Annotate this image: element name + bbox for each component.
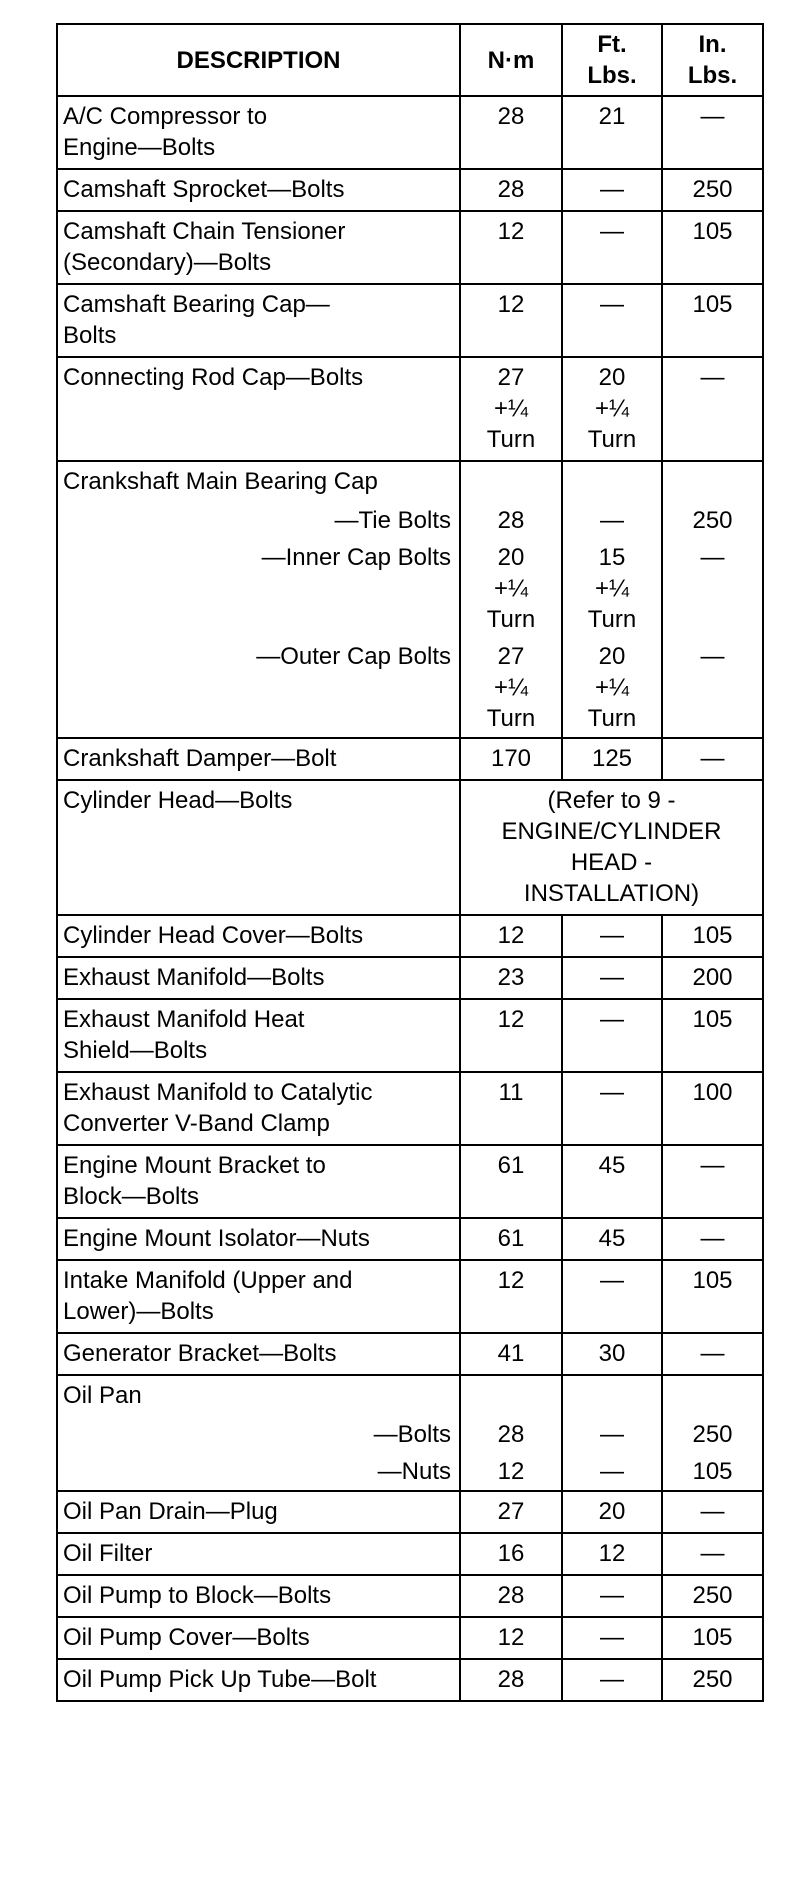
table-row — [57, 1218, 763, 1260]
ft-lbs-cell: — — [562, 1260, 662, 1333]
ft-lbs-cell: 15 +¼ Turn — [562, 539, 662, 638]
description-cell: Crankshaft Damper—Bolt — [57, 738, 460, 780]
ft-lbs-cell: — — [562, 999, 662, 1072]
ft-lbs-cell: — — [562, 1416, 662, 1453]
description-cell: Camshaft Bearing Cap— Bolts — [57, 284, 460, 357]
description-cell: Cylinder Head—Bolts — [57, 780, 460, 915]
ft-lbs-cell: — — [562, 169, 662, 211]
refer-note-cell: (Refer to 9 - ENGINE/CYLINDER HEAD - INSTALLATION) — [460, 780, 763, 915]
in-lbs-cell — [662, 1375, 763, 1416]
ft-lbs-cell: — — [562, 1659, 662, 1701]
nm-cell: 12 — [460, 284, 562, 357]
table-row — [57, 1659, 763, 1701]
nm-cell: 61 — [460, 1218, 562, 1260]
in-lbs-cell — [662, 461, 763, 502]
table-row — [57, 284, 763, 357]
description-cell: Intake Manifold (Upper and Lower)—Bolts — [57, 1260, 460, 1333]
description-cell: Engine Mount Isolator—Nuts — [57, 1218, 460, 1260]
ft-lbs-cell: — — [562, 957, 662, 999]
ft-lbs-cell — [562, 461, 662, 502]
table-subrow — [57, 638, 763, 738]
in-lbs-cell: — — [662, 1533, 763, 1575]
ft-lbs-cell: 12 — [562, 1533, 662, 1575]
nm-cell — [460, 1375, 562, 1416]
description-cell: Oil Filter — [57, 1533, 460, 1575]
description-cell: Oil Pump to Block—Bolts — [57, 1575, 460, 1617]
nm-cell: 27 +¼ Turn — [460, 638, 562, 738]
nm-cell: 28 — [460, 1416, 562, 1453]
nm-cell: 12 — [460, 915, 562, 957]
ft-lbs-cell: 21 — [562, 96, 662, 169]
nm-cell: 28 — [460, 96, 562, 169]
description-cell: Engine Mount Bracket to Block—Bolts — [57, 1145, 460, 1218]
ft-lbs-cell: — — [562, 502, 662, 539]
in-lbs-cell: 250 — [662, 169, 763, 211]
ft-lbs-cell: 20 — [562, 1491, 662, 1533]
nm-cell: 16 — [460, 1533, 562, 1575]
in-lbs-cell: — — [662, 1491, 763, 1533]
in-lbs-cell: 105 — [662, 284, 763, 357]
nm-cell: 11 — [460, 1072, 562, 1145]
table-subrow — [57, 502, 763, 539]
table-subrow — [57, 1453, 763, 1491]
nm-cell: 27 +¼ Turn — [460, 357, 562, 461]
header-row — [57, 24, 763, 96]
ft-lbs-cell: — — [562, 1575, 662, 1617]
table-row — [57, 999, 763, 1072]
description-cell: Oil Pump Pick Up Tube—Bolt — [57, 1659, 460, 1701]
description-cell: Crankshaft Main Bearing Cap — [57, 461, 460, 502]
in-lbs-cell: 100 — [662, 1072, 763, 1145]
table-subrow — [57, 1416, 763, 1453]
table-row — [57, 1617, 763, 1659]
description-cell: —Nuts — [57, 1453, 460, 1491]
table-row — [57, 780, 763, 915]
table-row — [57, 1072, 763, 1145]
nm-cell: 28 — [460, 169, 562, 211]
table-row — [57, 1260, 763, 1333]
description-cell: —Outer Cap Bolts — [57, 638, 460, 738]
description-cell: —Inner Cap Bolts — [57, 539, 460, 638]
table-row — [57, 1491, 763, 1533]
table-row — [57, 357, 763, 461]
table-row — [57, 1375, 763, 1416]
in-lbs-cell: — — [662, 1333, 763, 1375]
header-nm: N·m — [460, 24, 562, 96]
description-cell: Cylinder Head Cover—Bolts — [57, 915, 460, 957]
table-row — [57, 96, 763, 169]
in-lbs-cell: — — [662, 357, 763, 461]
table-row — [57, 957, 763, 999]
ft-lbs-cell: — — [562, 915, 662, 957]
nm-cell — [460, 461, 562, 502]
in-lbs-cell: 105 — [662, 1260, 763, 1333]
ft-lbs-cell: 30 — [562, 1333, 662, 1375]
description-cell: Exhaust Manifold to Catalytic Converter V-Band Clamp — [57, 1072, 460, 1145]
table-row — [57, 1145, 763, 1218]
ft-lbs-cell: — — [562, 1453, 662, 1491]
table-row — [57, 1333, 763, 1375]
table-row — [57, 1533, 763, 1575]
description-cell: —Bolts — [57, 1416, 460, 1453]
in-lbs-cell: 105 — [662, 1617, 763, 1659]
table-row — [57, 169, 763, 211]
table-row — [57, 461, 763, 502]
nm-cell: 41 — [460, 1333, 562, 1375]
ft-lbs-cell: 45 — [562, 1145, 662, 1218]
ft-lbs-cell: — — [562, 211, 662, 284]
description-cell: Connecting Rod Cap—Bolts — [57, 357, 460, 461]
in-lbs-cell: 105 — [662, 211, 763, 284]
nm-cell: 12 — [460, 1453, 562, 1491]
header-ft-lbs: Ft. Lbs. — [562, 24, 662, 96]
in-lbs-cell: 105 — [662, 915, 763, 957]
description-cell: Oil Pan — [57, 1375, 460, 1416]
description-cell: Camshaft Sprocket—Bolts — [57, 169, 460, 211]
nm-cell: 12 — [460, 999, 562, 1072]
description-cell: Oil Pump Cover—Bolts — [57, 1617, 460, 1659]
in-lbs-cell: 250 — [662, 502, 763, 539]
nm-cell: 12 — [460, 1260, 562, 1333]
nm-cell: 20 +¼ Turn — [460, 539, 562, 638]
in-lbs-cell: 250 — [662, 1416, 763, 1453]
ft-lbs-cell — [562, 1375, 662, 1416]
torque-specifications-table — [56, 23, 764, 1702]
ft-lbs-cell: 45 — [562, 1218, 662, 1260]
nm-cell: 12 — [460, 1617, 562, 1659]
nm-cell: 170 — [460, 738, 562, 780]
table-subrow — [57, 539, 763, 638]
nm-cell: 28 — [460, 1575, 562, 1617]
in-lbs-cell: — — [662, 1218, 763, 1260]
in-lbs-cell: 105 — [662, 999, 763, 1072]
in-lbs-cell: 250 — [662, 1575, 763, 1617]
ft-lbs-cell: — — [562, 1617, 662, 1659]
in-lbs-cell: — — [662, 1145, 763, 1218]
in-lbs-cell: 200 — [662, 957, 763, 999]
header-description: DESCRIPTION — [57, 24, 460, 96]
description-cell: Oil Pan Drain—Plug — [57, 1491, 460, 1533]
table-row — [57, 211, 763, 284]
description-cell: Camshaft Chain Tensioner (Secondary)—Bolts — [57, 211, 460, 284]
description-cell: Generator Bracket—Bolts — [57, 1333, 460, 1375]
nm-cell: 28 — [460, 1659, 562, 1701]
nm-cell: 23 — [460, 957, 562, 999]
ft-lbs-cell: 20 +¼ Turn — [562, 357, 662, 461]
in-lbs-cell: 105 — [662, 1453, 763, 1491]
in-lbs-cell: — — [662, 738, 763, 780]
ft-lbs-cell: — — [562, 284, 662, 357]
description-cell: —Tie Bolts — [57, 502, 460, 539]
nm-cell: 61 — [460, 1145, 562, 1218]
in-lbs-cell: — — [662, 539, 763, 638]
nm-cell: 28 — [460, 502, 562, 539]
in-lbs-cell: — — [662, 638, 763, 738]
ft-lbs-cell: — — [562, 1072, 662, 1145]
ft-lbs-cell: 20 +¼ Turn — [562, 638, 662, 738]
in-lbs-cell: 250 — [662, 1659, 763, 1701]
header-in-lbs: In. Lbs. — [662, 24, 763, 96]
description-cell: Exhaust Manifold Heat Shield—Bolts — [57, 999, 460, 1072]
description-cell: Exhaust Manifold—Bolts — [57, 957, 460, 999]
in-lbs-cell: — — [662, 96, 763, 169]
table-row — [57, 738, 763, 780]
nm-cell: 27 — [460, 1491, 562, 1533]
description-cell: A/C Compressor to Engine—Bolts — [57, 96, 460, 169]
table-row — [57, 915, 763, 957]
table-row — [57, 1575, 763, 1617]
nm-cell: 12 — [460, 211, 562, 284]
ft-lbs-cell: 125 — [562, 738, 662, 780]
